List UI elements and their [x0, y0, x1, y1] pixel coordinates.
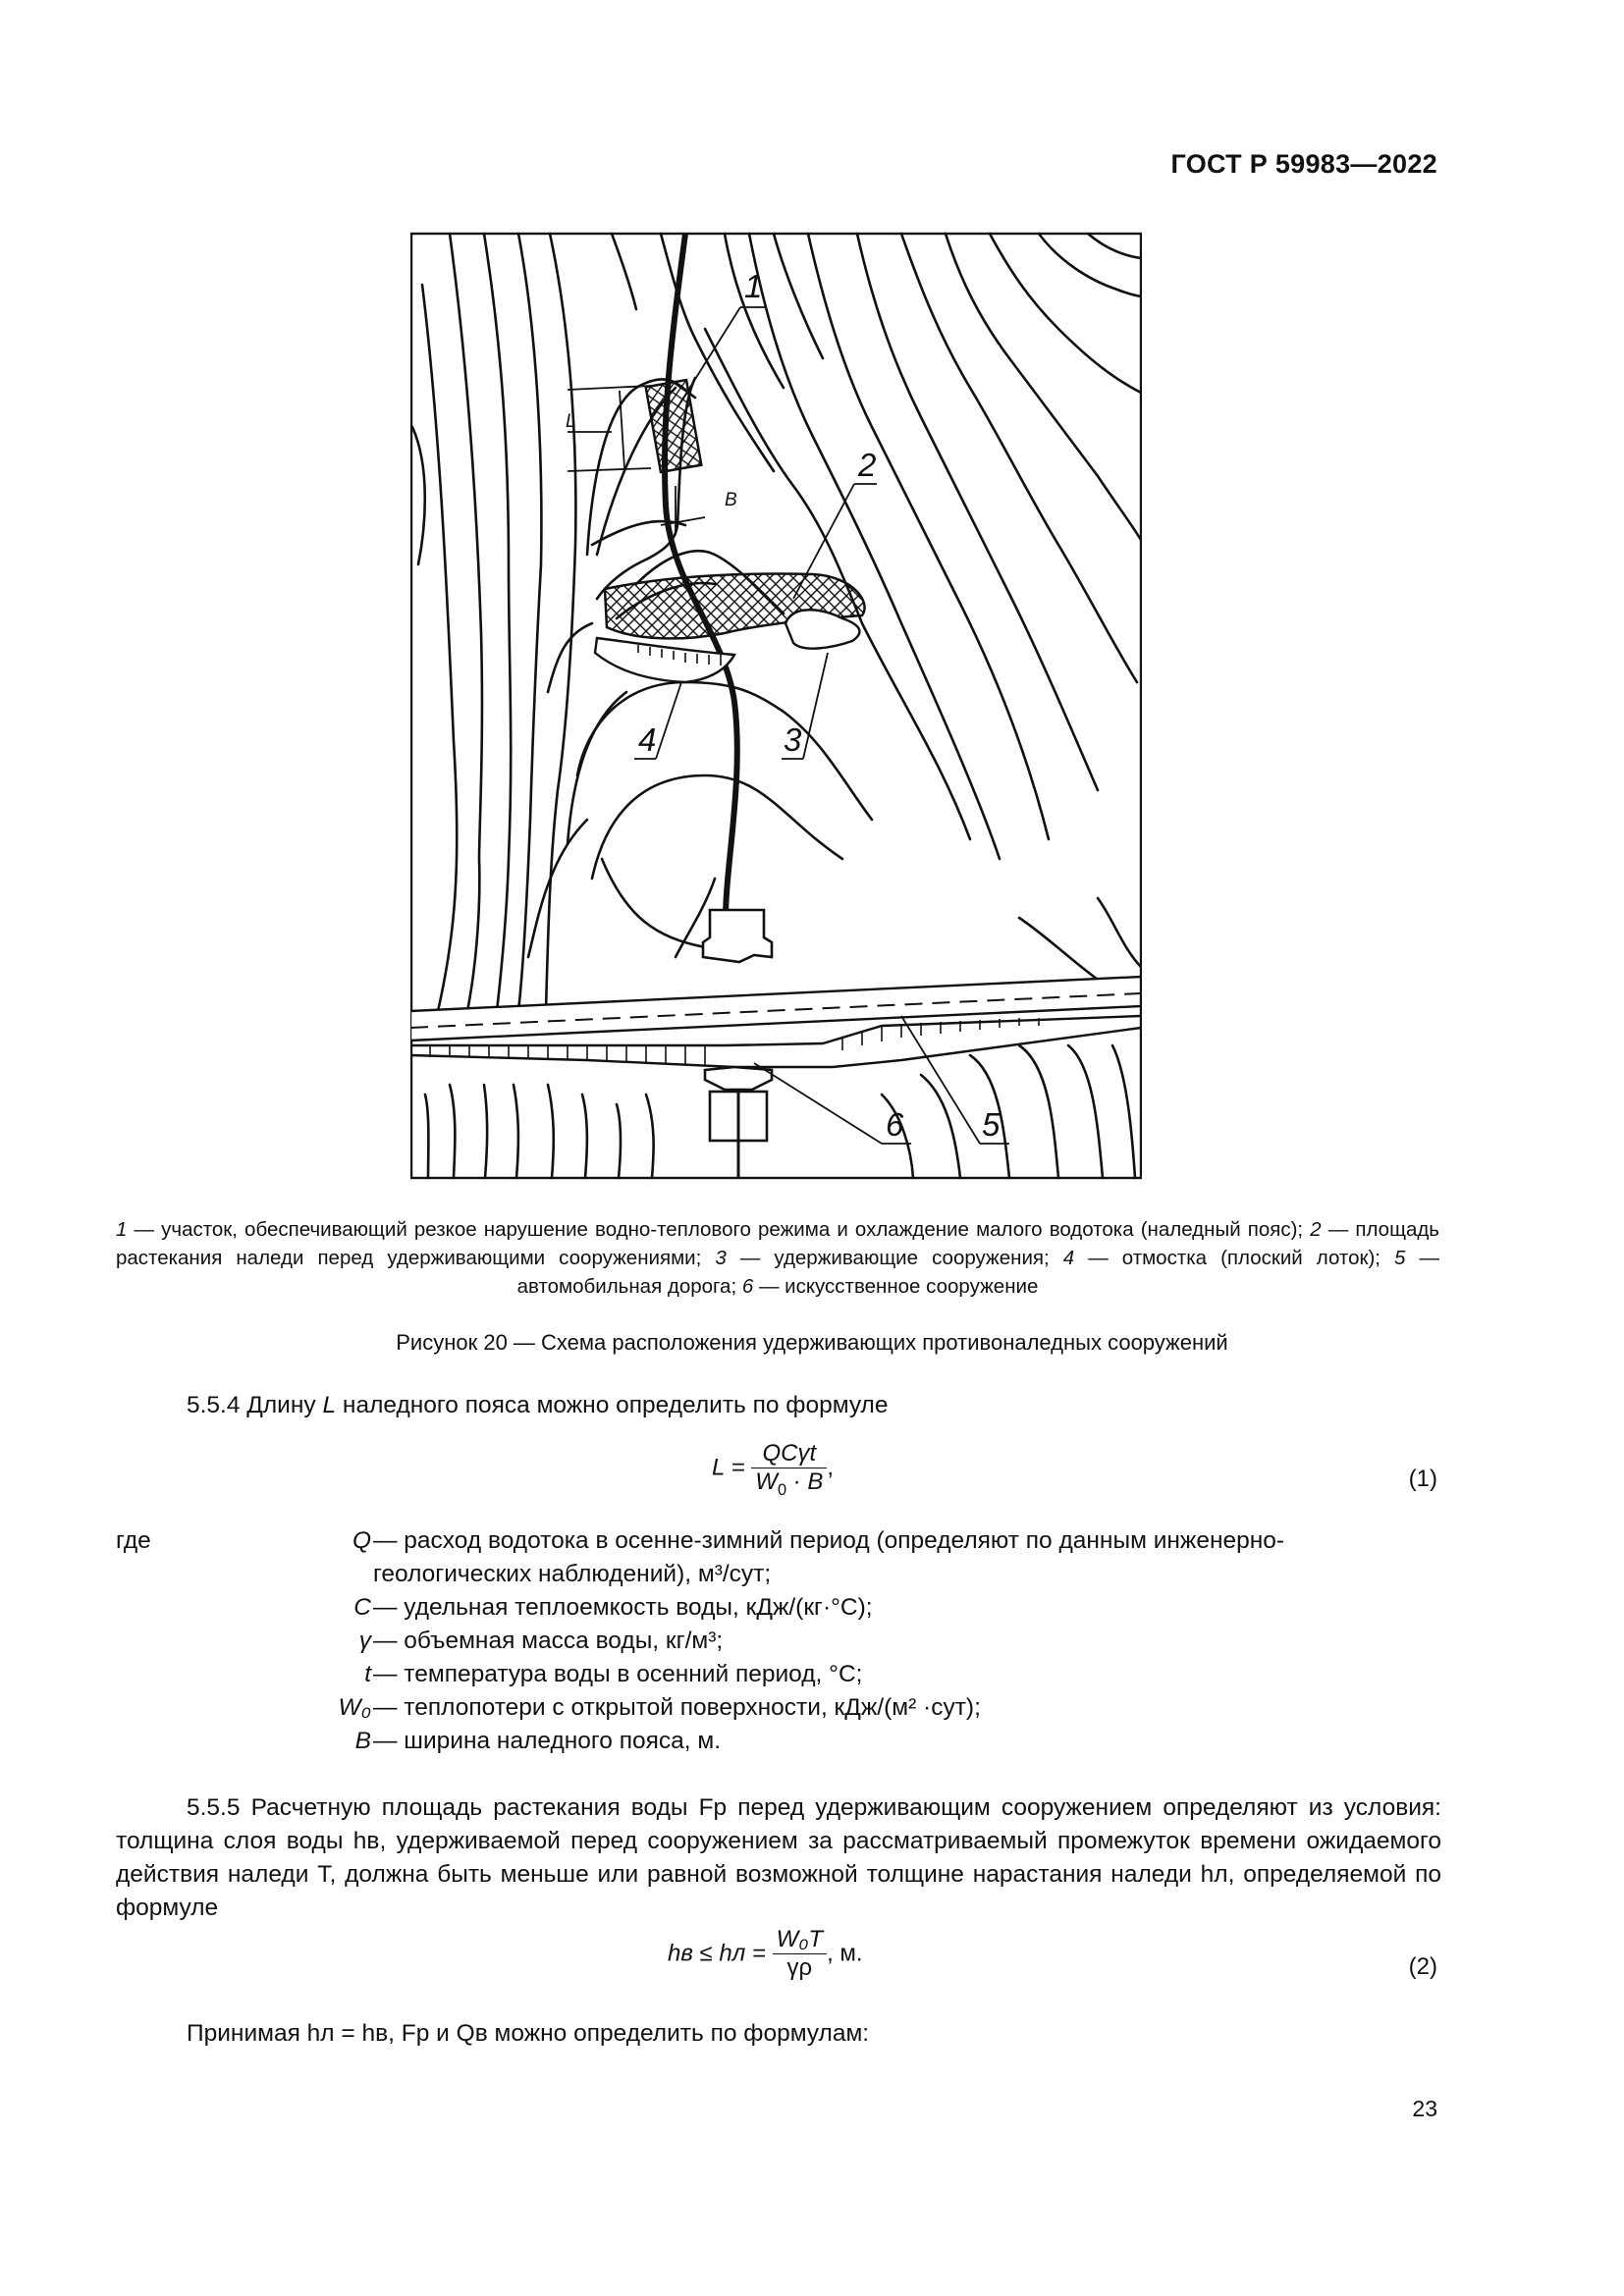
legend-text-5: — автомобильная дорога;: [516, 1247, 1439, 1298]
formula1-denominator: [751, 1468, 827, 1499]
formula1-tail: ,: [827, 1454, 835, 1481]
formula2-lhs: hв ≤ hл =: [668, 1940, 766, 1967]
definitions-list: [116, 1524, 1441, 1758]
definition-row: [116, 1691, 1441, 1725]
p554-var: L: [322, 1392, 337, 1418]
formula-1-number: (1): [1408, 1466, 1437, 1492]
def-symbol: B: [354, 1728, 371, 1754]
formula2-denominator: γρ: [786, 1954, 813, 1981]
def-text: — объемная масса воды, кг/м³;: [373, 1628, 724, 1654]
formula-2: [668, 1926, 863, 1982]
formula1-fraction: [751, 1440, 827, 1499]
page-number: 23: [1412, 2096, 1437, 2121]
def-text: — теплопотери с открытой поверхности, кДж/(м² ·сут);: [373, 1694, 981, 1721]
legend-num-1: 1: [116, 1218, 128, 1241]
label-B: B: [725, 490, 737, 510]
definition-row: [116, 1625, 1441, 1658]
legend-num-5: 5: [1394, 1247, 1406, 1269]
def-text: — расход водотока в осенне-зимний период (определяют по данным инженерно-геологических наблюдений), м³/сут;: [373, 1527, 1285, 1587]
def-symbol: γ: [358, 1628, 371, 1654]
legend-text-2: — площадь растекания наледи перед удерживающими сооружениями;: [116, 1218, 1439, 1269]
legend-text-4: — отмостка (плоский лоток);: [1074, 1247, 1395, 1269]
p554-prefix: 5.5.4 Длину: [187, 1392, 323, 1418]
formula1-lhs: L =: [712, 1454, 745, 1481]
legend-num-4: 4: [1062, 1247, 1075, 1269]
legend-num-6: 6: [741, 1275, 754, 1298]
def-text: — удельная теплоемкость воды, кДж/(кг·°С);: [373, 1594, 873, 1621]
paragraph-5-5-5: [116, 1791, 1441, 1925]
definition-row: [116, 1591, 1441, 1625]
label-5: 5: [982, 1106, 1001, 1143]
label-6: 6: [886, 1106, 904, 1143]
def-symbol: W₀: [338, 1694, 371, 1721]
figure-20-diagram: [410, 231, 1142, 1181]
paragraph-5-5-4: [187, 1389, 888, 1422]
where-label: где: [116, 1527, 151, 1554]
def-symbol: C: [353, 1594, 371, 1621]
formula2-numerator: W₀T: [773, 1926, 827, 1954]
formula1-den-w: W: [755, 1468, 778, 1495]
legend-num-2: 2: [1310, 1218, 1322, 1241]
formula-2-number: (2): [1408, 1953, 1437, 1980]
p554-suffix: наледного пояса можно определить по формуле: [336, 1392, 889, 1418]
formula-1: [712, 1440, 835, 1499]
formula2-fraction: [773, 1926, 827, 1982]
legend-text-1: — участок, обеспечивающий резкое нарушение водно-теплового режима и охлаждение малого водотока (наледный пояс);: [127, 1218, 1311, 1241]
definition-row: [116, 1524, 1441, 1587]
label-L: L: [566, 411, 576, 432]
label-2: 2: [858, 447, 877, 483]
def-symbol: Q: [352, 1527, 371, 1554]
legend-text-6: — искусственное сооружение: [753, 1275, 1039, 1298]
formula1-den-sub: 0: [777, 1480, 787, 1499]
legend-text-3: — удерживающие сооружения;: [726, 1247, 1063, 1269]
label-1: 1: [744, 268, 763, 304]
def-text: — ширина наледного пояса, м.: [373, 1728, 722, 1754]
figure-caption: Рисунок 20 — Схема расположения удерживающих противоналедных сооружений: [396, 1330, 1228, 1355]
schematic-svg: [410, 231, 1142, 1181]
formula1-numerator: QCγt: [751, 1440, 827, 1468]
def-symbol: t: [364, 1661, 371, 1687]
label-3: 3: [784, 721, 802, 758]
definition-row: [116, 1658, 1441, 1691]
figure-legend: [116, 1215, 1439, 1301]
p555-text: 5.5.5 Расчетную площадь растекания воды Fр перед удерживающим сооружением определяют из условия: толщина слоя воды hв, удерживаемой перед сооружением за рассматриваемый промежуток времени ожидаемого действия наледи T, должна быть меньше или равной возможной толщине нарастания наледи hл, определяемой по формуле: [116, 1794, 1441, 1921]
label-4: 4: [638, 721, 657, 758]
legend-num-3: 3: [715, 1247, 727, 1269]
definition-row: [116, 1725, 1441, 1758]
formula1-den-b: · B: [786, 1468, 824, 1495]
formula2-tail: , м.: [827, 1940, 863, 1967]
document-code-header: ГОСТ Р 59983—2022: [1170, 149, 1437, 179]
closing-paragraph: Принимая hл = hв, Fр и Qв можно определить по формулам:: [187, 2020, 870, 2047]
def-text: — температура воды в осенний период, °С;: [373, 1661, 863, 1687]
